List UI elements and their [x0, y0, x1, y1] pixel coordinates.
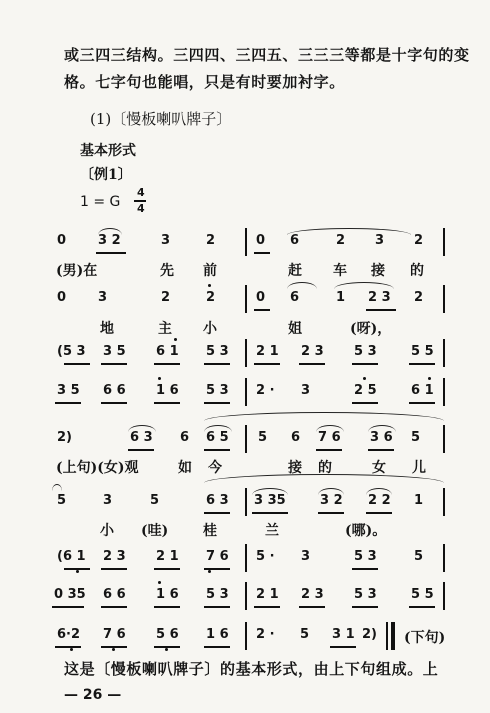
- key-signature: 1 = G: [80, 194, 121, 210]
- score-note: 0: [57, 233, 67, 248]
- closing-line: 这是〔慢板喇叭牌子〕的基本形式，由上下句组成。上: [64, 660, 439, 678]
- underline-beat: [252, 512, 288, 514]
- score-note: 6: [290, 233, 300, 248]
- lyric: (哪)。: [345, 523, 387, 539]
- score-note: 1 6: [206, 627, 229, 642]
- underline-beat: [101, 363, 127, 365]
- underline-beat: [55, 646, 81, 648]
- score-note: 3: [161, 233, 171, 248]
- score-note: 6: [180, 430, 190, 445]
- score-note: 6·2: [57, 627, 81, 642]
- barline: [443, 285, 445, 313]
- high-octave-dot: [158, 581, 161, 584]
- underline-beat: [299, 606, 325, 608]
- lyric: 赶: [288, 263, 302, 279]
- score-note: 3 1: [332, 627, 355, 642]
- lyric: 的: [410, 263, 424, 279]
- score-note: 3 5: [57, 383, 80, 398]
- underline-beat: [352, 606, 378, 608]
- score-note: 2 3: [368, 290, 391, 305]
- lyric: 儿: [412, 460, 426, 476]
- underline-beat: [101, 606, 127, 608]
- score-note: 7 6: [103, 627, 126, 642]
- example-label: 〔例1〕: [80, 167, 132, 183]
- lyric: (哇): [141, 523, 169, 539]
- lyric: 的: [318, 460, 332, 476]
- score-note: 2 ·: [256, 627, 275, 642]
- underline-beat: [154, 606, 180, 608]
- slur: [316, 425, 344, 432]
- underline-beat: [204, 512, 230, 514]
- score-note: 7 6: [318, 430, 341, 445]
- underline-beat: [55, 402, 81, 404]
- barline: [443, 582, 445, 610]
- score-note: 5: [150, 493, 160, 508]
- score-note: 3: [375, 233, 385, 248]
- lyric: 今: [208, 460, 222, 476]
- lyric: 先: [160, 263, 174, 279]
- underline-beat: [64, 568, 90, 570]
- slur: [287, 228, 411, 235]
- lyric: 地: [100, 321, 114, 337]
- lyric: 姐: [288, 321, 302, 337]
- high-octave-dot: [363, 377, 366, 380]
- score-note: 2: [414, 290, 424, 305]
- score-note: 5: [57, 493, 67, 508]
- underline-beat: [254, 363, 280, 365]
- slur: [368, 425, 396, 432]
- barline: [443, 228, 445, 256]
- score-note: 2 3: [301, 344, 324, 359]
- low-octave-dot: [70, 648, 73, 651]
- score-note: 6 6: [103, 587, 126, 602]
- score-note: 5: [300, 627, 310, 642]
- score-note: 3 35: [254, 493, 286, 508]
- slur: [318, 488, 344, 495]
- slur: [204, 425, 232, 432]
- barline: [443, 488, 445, 516]
- underline-beat: [128, 449, 154, 451]
- score-note: 0: [256, 233, 266, 248]
- time-signature-denominator: 4: [137, 202, 145, 215]
- barline: [245, 228, 247, 256]
- underline-beat: [254, 252, 270, 254]
- score-note: 2): [362, 627, 377, 642]
- barline: [443, 544, 445, 572]
- score-note: 5 3: [354, 344, 377, 359]
- score-note: 2: [206, 233, 216, 248]
- score-note: 2: [414, 233, 424, 248]
- score-note: 3 5: [103, 344, 126, 359]
- score-note: 2 1: [156, 549, 179, 564]
- score-note: 5: [414, 549, 424, 564]
- score-note: 0 35: [54, 587, 86, 602]
- score-note: 5 3: [206, 344, 229, 359]
- low-octave-dot: [112, 648, 115, 651]
- lyric: 兰: [265, 523, 279, 539]
- lyric: 桂: [203, 523, 217, 539]
- underline-beat: [366, 309, 396, 311]
- low-octave-dot: [208, 570, 211, 573]
- score-note: 3 2: [320, 493, 343, 508]
- underline-beat: [204, 449, 230, 451]
- underline-beat: [366, 512, 392, 514]
- barline: [443, 339, 445, 367]
- underline-beat: [154, 402, 180, 404]
- score-note: 2: [336, 233, 346, 248]
- underline-beat: [204, 568, 230, 570]
- score-note: 0: [57, 290, 67, 305]
- slur: [252, 488, 288, 495]
- score-note: 3: [98, 290, 108, 305]
- final-barline-thick: [391, 622, 395, 650]
- lyric: 小: [203, 321, 217, 337]
- barline: [245, 488, 247, 516]
- barline: [443, 425, 445, 453]
- score-note: 5 3: [354, 587, 377, 602]
- score-note: 2 1: [256, 587, 279, 602]
- end-label: (下句): [404, 630, 446, 646]
- score-note: 6: [290, 290, 300, 305]
- score-note: (5 3: [57, 344, 86, 359]
- score-note: 5: [258, 430, 268, 445]
- barline: [443, 378, 445, 406]
- underline-beat: [101, 402, 127, 404]
- score-note: 2: [206, 290, 216, 305]
- slur: [52, 484, 62, 491]
- score-note: 5 5: [411, 587, 434, 602]
- underline-beat: [318, 512, 344, 514]
- underline-beat: [368, 449, 394, 451]
- score-note: 2 3: [103, 549, 126, 564]
- underline-beat: [64, 363, 90, 365]
- barline: [245, 378, 247, 406]
- low-octave-dot: [165, 648, 168, 651]
- high-octave-dot: [158, 377, 161, 380]
- score-note: 2 5: [354, 383, 377, 398]
- basic-form-heading: 基本形式: [80, 143, 136, 159]
- underline-beat: [96, 252, 126, 254]
- score-note: 1 6: [156, 587, 179, 602]
- underline-beat: [254, 309, 270, 311]
- score-note: 2 ·: [256, 383, 275, 398]
- time-signature-numerator: 4: [137, 186, 145, 199]
- score-note: 3 2: [98, 233, 121, 248]
- underline-beat: [409, 363, 435, 365]
- high-octave-dot: [428, 377, 431, 380]
- underline-beat: [330, 646, 356, 648]
- lyric: (呀)，: [350, 321, 392, 337]
- underline-beat: [101, 646, 127, 648]
- underline-beat: [299, 363, 325, 365]
- barline: [245, 582, 247, 610]
- score-note: 2 3: [301, 587, 324, 602]
- slur: [204, 474, 444, 483]
- slur: [204, 412, 444, 421]
- high-octave-dot: [174, 338, 177, 341]
- score-note: 5 3: [206, 587, 229, 602]
- lyric: 接: [371, 263, 385, 279]
- underline-beat: [204, 363, 230, 365]
- underline-beat: [316, 449, 342, 451]
- underline-beat: [154, 363, 180, 365]
- underline-beat: [352, 363, 378, 365]
- lyric: 女: [372, 460, 386, 476]
- score-note: 6 3: [130, 430, 153, 445]
- score-note: 1: [336, 290, 346, 305]
- score-note: 2): [57, 430, 72, 445]
- score-note: 6 3: [206, 493, 229, 508]
- final-barline-thin: [386, 622, 388, 650]
- score-note: 3 6: [370, 430, 393, 445]
- score-note: 5 5: [411, 344, 434, 359]
- score-note: 3: [301, 549, 311, 564]
- section-title: (1)〔慢板喇叭牌子〕: [90, 110, 232, 128]
- intro-line-2: 格。七字句也能唱，只是有时要加衬字。: [64, 73, 345, 91]
- score-note: 5 3: [354, 549, 377, 564]
- page-number: — 26 —: [64, 687, 122, 703]
- underline-beat: [101, 568, 127, 570]
- underline-beat: [409, 402, 435, 404]
- underline-beat: [52, 606, 84, 608]
- lyric: 主: [158, 321, 172, 337]
- barline: [245, 425, 247, 453]
- barline: [245, 285, 247, 313]
- score-note: 2 1: [256, 344, 279, 359]
- score-note: 6 1: [156, 344, 179, 359]
- score-note: 7 6: [206, 549, 229, 564]
- lyric: 前: [203, 263, 217, 279]
- score-note: 1: [414, 493, 424, 508]
- barline: [245, 622, 247, 650]
- lyric: (男)在: [56, 263, 98, 279]
- score-note: 5 ·: [256, 549, 275, 564]
- lyric: 如: [178, 460, 192, 476]
- lyric: 车: [333, 263, 347, 279]
- score-note: 5 6: [156, 627, 179, 642]
- score-note: 3: [103, 493, 113, 508]
- lyric: 小: [100, 523, 114, 539]
- lyric: 接: [288, 460, 302, 476]
- high-octave-dot: [208, 284, 211, 287]
- slur: [98, 228, 122, 235]
- barline: [245, 544, 247, 572]
- score-note: 2 2: [368, 493, 391, 508]
- score-note: 0: [256, 290, 266, 305]
- slur: [366, 488, 392, 495]
- slur: [287, 282, 317, 289]
- score-note: 6 5: [206, 430, 229, 445]
- score-note: (6 1: [57, 549, 86, 564]
- score-note: 6 6: [103, 383, 126, 398]
- score-note: 3: [301, 383, 311, 398]
- score-note: 1 6: [156, 383, 179, 398]
- underline-beat: [352, 402, 378, 404]
- lyric: (上句)(女)观: [56, 460, 139, 476]
- underline-beat: [154, 568, 180, 570]
- underline-beat: [204, 646, 230, 648]
- intro-line-1: 或三四三结构。三四四、三四五、三三三等都是十字句的变: [64, 46, 470, 64]
- slur: [128, 425, 156, 432]
- underline-beat: [409, 606, 435, 608]
- score-note: 5: [411, 430, 421, 445]
- underline-beat: [154, 646, 180, 648]
- low-octave-dot: [76, 570, 79, 573]
- score-note: 2: [161, 290, 171, 305]
- underline-beat: [204, 402, 230, 404]
- score-note: 6 1: [411, 383, 434, 398]
- score-note: 6: [291, 430, 301, 445]
- underline-beat: [352, 568, 378, 570]
- barline: [245, 339, 247, 367]
- underline-beat: [204, 606, 230, 608]
- score-note: 5 3: [206, 383, 229, 398]
- underline-beat: [254, 606, 280, 608]
- slur: [334, 282, 394, 289]
